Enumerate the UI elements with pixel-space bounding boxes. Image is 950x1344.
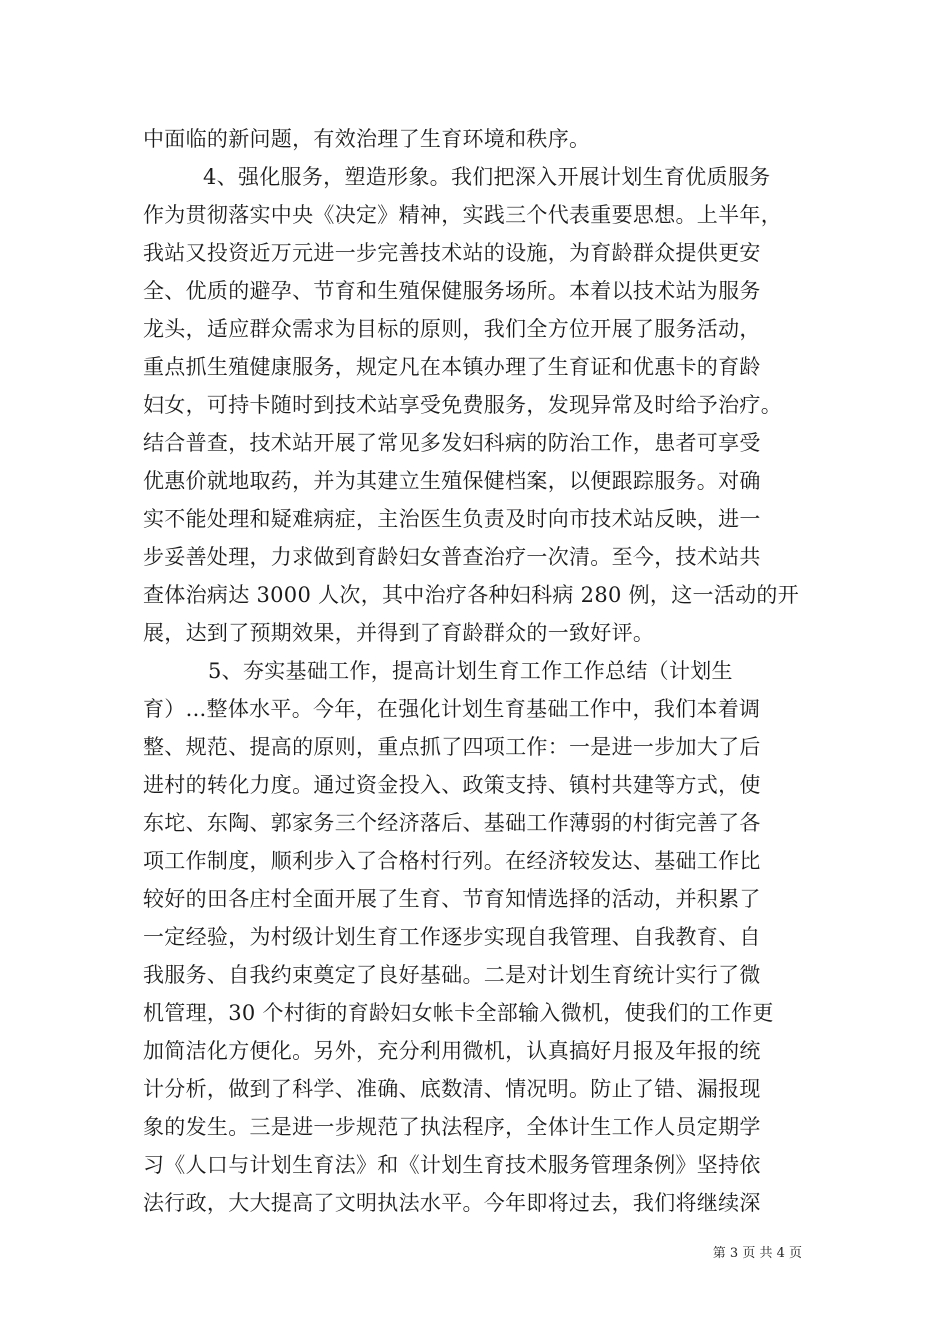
text-line: 结合普查，技术站开展了常见多发妇科病的防治工作，患者可享受	[143, 431, 761, 455]
text-line: 法行政，大大提高了文明执法水平。今年即将过去，我们将继续深	[143, 1191, 761, 1215]
text-line: 东坨、东陶、郭家务三个经济落后、基础工作薄弱的村街完善了各	[143, 811, 761, 835]
text-line: 我站又投资近万元进一步完善技术站的设施，为育龄群众提供更安	[143, 241, 761, 265]
text-line: 展，达到了预期效果，并得到了育龄群众的一致好评。	[143, 621, 655, 645]
page-number: 第 3 页 共 4 页	[712, 1246, 802, 1261]
text-line: 象的发生。三是进一步规范了执法程序，全体计生工作人员定期学	[143, 1115, 761, 1139]
text-line: 进村的转化力度。通过资金投入、政策支持、镇村共建等方式，使	[143, 773, 761, 797]
text-line: 4、强化服务，塑造形象。我们把深入开展计划生育优质服务	[203, 165, 771, 189]
text-line: 重点抓生殖健康服务，规定凡在本镇办理了生育证和优惠卡的育龄	[143, 355, 761, 379]
text-line: 妇女，可持卡随时到技术站享受免费服务，发现异常及时给予治疗。	[143, 393, 782, 417]
text-line: 育）...整体水平。今年，在强化计划生育基础工作中，我们本着调	[143, 697, 761, 721]
text-line: 龙头，适应群众需求为目标的原则，我们全方位开展了服务活动，	[143, 317, 761, 341]
text-line: 步妥善处理，力求做到育龄妇女普查治疗一次清。至今，技术站共	[143, 545, 761, 569]
text-line: 作为贯彻落实中央《决定》精神，实践三个代表重要思想。上半年，	[143, 203, 782, 227]
text-line: 5、夯实基础工作，提高计划生育工作工作总结（计划生	[208, 659, 733, 683]
text-line: 一定经验，为村级计划生育工作逐步实现自我管理、自我教育、自	[143, 925, 761, 949]
text-line: 项工作制度，顺利步入了合格村行列。在经济较发达、基础工作比	[143, 849, 761, 873]
text-line: 实不能处理和疑难病症，主治医生负责及时向市技术站反映，进一	[143, 507, 761, 531]
text-line: 中面临的新问题，有效治理了生育环境和秩序。	[143, 127, 591, 151]
text-line: 我服务、自我约束奠定了良好基础。二是对计划生育统计实行了微	[143, 963, 761, 987]
text-line: 习《人口与计划生育法》和《计划生育技术服务管理条例》坚持依	[143, 1153, 761, 1177]
text-line: 加简洁化方便化。另外，充分利用微机，认真搞好月报及年报的统	[143, 1039, 761, 1063]
text-line: 机管理，30 个村街的育龄妇女帐卡全部输入微机，使我们的工作更	[143, 1001, 774, 1025]
text-line: 全、优质的避孕、节育和生殖保健服务场所。本着以技术站为服务	[143, 279, 761, 303]
text-line: 计分析，做到了科学、准确、底数清、情况明。防止了错、漏报现	[143, 1077, 761, 1101]
text-line: 整、规范、提高的原则，重点抓了四项工作：一是进一步加大了后	[143, 735, 761, 759]
text-line: 较好的田各庄村全面开展了生育、节育知情选择的活动，并积累了	[143, 887, 761, 911]
text-line: 查体治病达 3000 人次，其中治疗各种妇科病 280 例，这一活动的开	[143, 583, 800, 607]
text-line: 优惠价就地取药，并为其建立生殖保健档案，以便跟踪服务。对确	[143, 469, 761, 493]
